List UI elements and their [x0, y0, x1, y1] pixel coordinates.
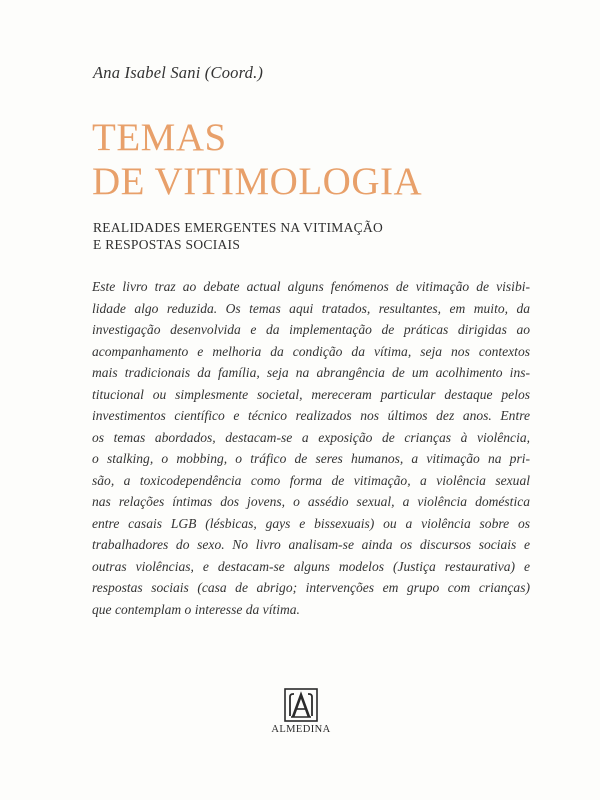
synopsis-line: trabalhadores do sexo. No livro analisam-se ainda os discursos sociais e	[92, 537, 530, 552]
synopsis-line: o stalking, o mobbing, o tráfico de seres humanos, a vitimação na pri-	[92, 451, 530, 466]
synopsis-line: os temas abordados, destacam-se a exposição de crianças à violência,	[92, 429, 530, 445]
publisher-name: ALMEDINA	[271, 724, 331, 735]
synopsis-line: acompanhamento e melhoria da condição da vítima, seja nos contextos	[92, 343, 530, 359]
title-line: TEMAS	[92, 116, 227, 159]
synopsis-line: mais tradicionais da família, seja na abrangência de um acolhimento ins-	[92, 365, 530, 380]
title-line: DE VITIMOLOGIA	[92, 160, 423, 203]
synopsis-line: Este livro traz ao debate actual alguns fenómenos de vitimação de visibi-	[92, 279, 530, 294]
synopsis-line: são, a toxicodependência como forma de vitimação, a violência sexual	[92, 472, 530, 488]
synopsis-line: nas relações íntimas dos jovens, o assédio sexual, a violência doméstica	[92, 494, 530, 509]
synopsis-line: respostas sociais (casa de abrigo; intervenções em grupo com crianças)	[92, 580, 530, 595]
subtitle-line: E RESPOSTAS SOCIAIS	[93, 237, 241, 252]
synopsis-line: outras violências, e destacam-se alguns modelos (Justiça restaurativa) e	[92, 558, 530, 574]
book-subtitle	[93, 219, 383, 253]
synopsis-line: lidade algo reduzida. Os temas aqui tratados, resultantes, em muito, da	[92, 300, 530, 316]
book-title	[92, 116, 422, 204]
synopsis-line: titucional ou simplesmente societal, mereceram particular destaque pelos	[92, 386, 530, 402]
synopsis	[92, 276, 530, 620]
almedina-logo-icon	[284, 688, 318, 722]
synopsis-line: que contemplam o interesse da vítima.	[92, 601, 300, 617]
synopsis-line: entre casais LGB (lésbicas, gays e bissexuais) ou a violência sobre os	[92, 515, 530, 531]
subtitle-line: REALIDADES EMERGENTES NA VITIMAÇÃO	[93, 220, 384, 235]
author-name: Ana Isabel Sani (Coord.)	[93, 63, 264, 82]
publisher-block	[268, 688, 334, 735]
synopsis-line: investigação desenvolvida e da implementação de práticas dirigidas ao	[92, 322, 530, 337]
synopsis-line: investimentos científico e técnico realizados nos últimos dez anos. Entre	[92, 408, 530, 423]
